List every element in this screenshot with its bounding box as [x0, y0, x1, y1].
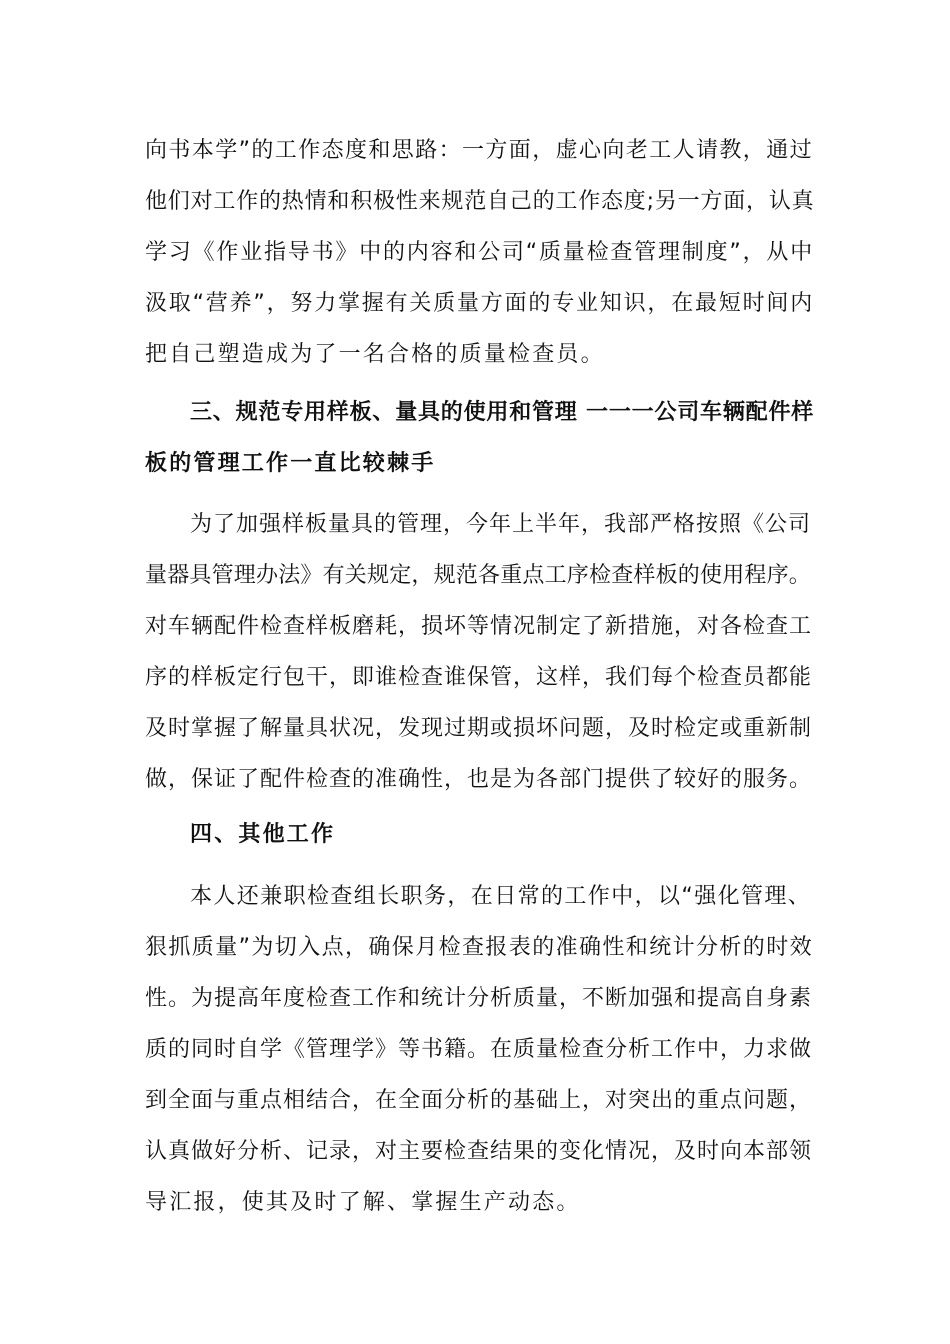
paragraph-line: 本人还兼职检查组长职务，在日常的工作中，以“强化管理、 — [190, 884, 812, 909]
paragraph-line: 量器具管理办法》有关规定，规范各重点工序检查样板的使用程序。 — [145, 563, 812, 588]
paragraph-line: 及时掌握了解量具状况，发现过期或损坏问题，及时检定或重新制 — [145, 716, 813, 741]
paragraph-line: 到全面与重点相结合，在全面分析的基础上，对突出的重点问题， — [145, 1088, 813, 1113]
paragraph-line: 学习《作业指导书》中的内容和公司“质量检查管理制度”，从中 — [145, 240, 814, 265]
paragraph-line: 为了加强样板量具的管理，今年上半年，我部严格按照《公司 — [190, 512, 812, 537]
paragraph-line: 认真做好分析、记录，对主要检查结果的变化情况，及时向本部领 — [145, 1139, 813, 1164]
paragraph-line: 做，保证了配件检查的准确性，也是为各部门提供了较好的服务。 — [145, 767, 813, 792]
paragraph-line: 对车辆配件检查样板磨耗，损坏等情况制定了新措施，对各检查工 — [145, 614, 813, 639]
paragraph-line: 汲取“营养”，努力掌握有关质量方面的专业知识，在最短时间内 — [145, 291, 814, 316]
paragraph-line: 狠抓质量”为切入点，确保月检查报表的准确性和统计分析的时效 — [145, 935, 813, 960]
paragraph-line: 他们对工作的热情和积极性来规范自己的工作态度;另一方面，认真 — [145, 189, 815, 214]
paragraph-line: 质的同时自学《管理学》等书籍。在质量检查分析工作中，力求做 — [145, 1037, 813, 1062]
section-heading-3-cont: 板的管理工作一直比较棘手 — [145, 451, 436, 476]
paragraph-line: 向书本学”的工作态度和思路：一方面，虚心向老工人请教，通过 — [145, 138, 813, 163]
paragraph-line: 性。为提高年度检查工作和统计分析质量，不断加强和提高自身素 — [145, 986, 813, 1011]
paragraph-line: 序的样板定行包干，即谁检查谁保管，这样，我们每个检查员都能 — [145, 665, 813, 690]
paragraph-line: 导汇报，使其及时了解、掌握生产动态。 — [145, 1190, 581, 1215]
paragraph-line: 把自己塑造成为了一名合格的质量检查员。 — [145, 342, 605, 367]
section-heading-3: 三、规范专用样板、量具的使用和管理 一一一公司车辆配件样 — [190, 400, 815, 425]
section-heading-4: 四、其他工作 — [190, 822, 336, 847]
